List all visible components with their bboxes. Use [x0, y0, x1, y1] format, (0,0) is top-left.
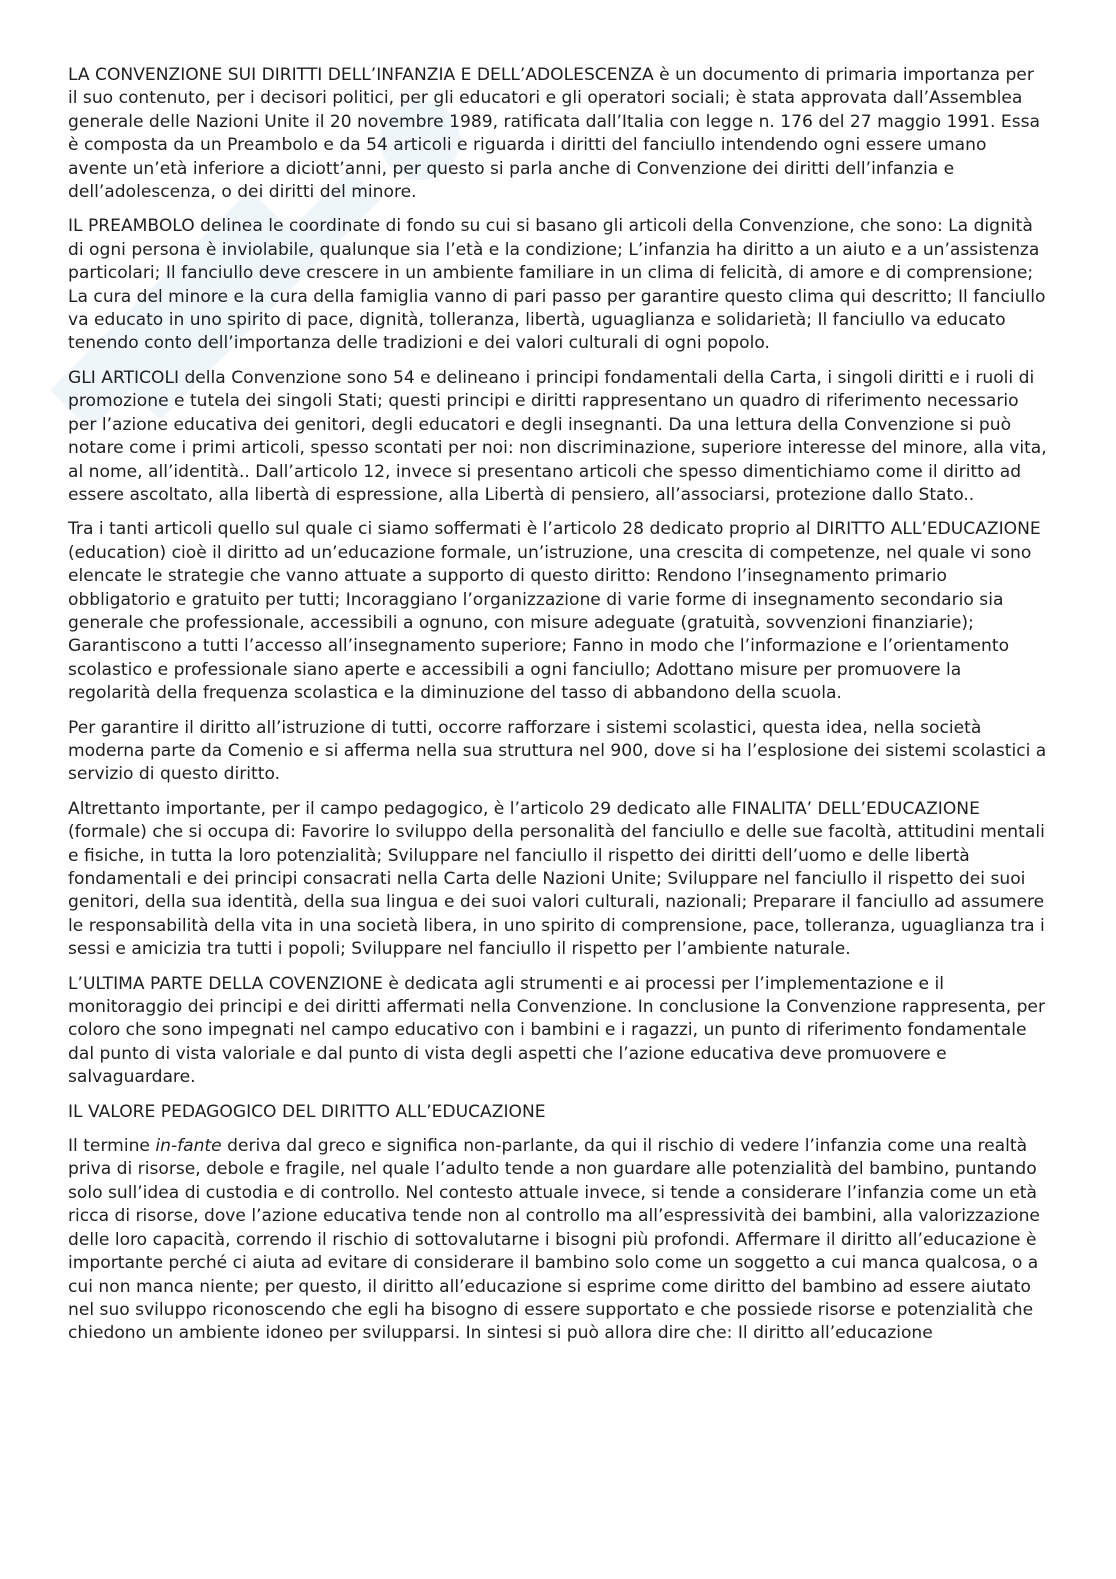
paragraph-preambolo: IL PREAMBOLO delinea le coordinate di fondo su cui si basano gli articoli della Convenzione, che sono: La dignità di ogni persona è inviolabile, qualunque sia l’età e la condizione; L’infanzia ha diritto a un aiuto e a un’assistenza particolari; Il fanciullo deve crescere in un ambiente familiare in un clima di felicità, di amore e di comprensione; La cura del minore e la cura della famiglia vanno di pari passo per garantire questo clima qui descritto; Il fanciullo va educato in uno spirito di pace, dignità, tolleranza, libertà, uguaglianza e solidarietà; Il fanciullo va educato tenendo conto dell’importanza delle tradizioni e dei valori culturali di ogni popolo. [68, 216, 1046, 354]
paragraph-convenzione: LA CONVENZIONE SUI DIRITTI DELL’INFANZIA E DELL’ADOLESCENZA è un documento di primaria importanza per il suo contenuto, per i decisori politici, per gli educatori e gli operatori sociali; è stata approvata dall’Assemblea generale delle Nazioni Unite il 20 novembre 1989, ratificata dall’Italia con legge n. 176 del 27 maggio 1991. Essa è composta da un Preambolo e da 54 articoli e riguarda i diritti del fanciullo intendendo ogni essere umano avente un’età inferiore a diciott’anni, per questo si parla anche di Convenzione dei diritti dell’infanzia e dell’adolescenza, o dei diritti del minore. [68, 65, 1041, 203]
in-fante-text: deriva dal greco e significa non-parlante, da qui il rischio di vedere l’infanzia come una realtà priva di risorse, debole e fragile, nel quale l’adulto tende a non guardare alle potenzialità del bambino, puntando solo sull’idea di custodia e di controllo. Nel contesto attuale invece, si tende a considerare l’infanzia come un età ricca di risorse, dove l’azione educativa tende non al controllo ma all’espressività dei bambini, alla valorizzazione delle loro capacità, correndo il rischio di sottovalutarne i bisogni più profondi. Affermare il diritto all’educazione è importante perché ci aiuta ad evitare di considerare il bambino solo come un soggetto a cui manca qualcosa, o a cui non manca niente; per questo, il diritto all’educazione si esprime come diritto del bambino ad essere aiutato nel suo sviluppo riconoscendo che egli ha bisogno di essere supportato e che possiede risorse e potenzialità che chiedono un ambiente idoneo per svilupparsi. In sintesi si può allora dire che: Il diritto all’educazione [68, 1136, 1040, 1344]
paragraph-istruzione: Per garantire il diritto all’istruzione di tutti, occorre rafforzare i sistemi scolastici, questa idea, nella società moderna parte da Comenio e si afferma nella sua struttura nel 900, dove si ha l’esplosione dei sistemi scolastici a servizio di questo diritto. [68, 717, 1047, 785]
paragraph-articolo-28: Tra i tanti articoli quello sul quale ci siamo soffermati è l’articolo 28 dedicato proprio al DIRITTO ALL’EDUCAZIONE (education) cioè il diritto ad un’educazione formale, un’istruzione, una crescita di competenze, nel quale vi sono elencate le strategie che vanno attuate a supporto di questo diritto: Rendono l’insegnamento primario obbligatorio e gratuito per tutti; Incoraggiano l’organizzazione di varie forme di insegnamento secondario sia generale che professionale, accessibili a ognuno, con misure adeguate (gratuità, sovvenzioni finanziarie); Garantiscono a tutti l’accesso all’insegnamento superiore; Fanno in modo che l’informazione e l’orientamento scolastico e professionale siano aperte e accessibili a ogni fanciullo; Adottano misure per promuovere la regolarità della frequenza scolastica e la diminuzione del tasso di abbandono della scuola. [68, 519, 1041, 704]
document-body [68, 64, 1048, 1357]
paragraph-articolo-29: Altrettanto importante, per il campo pedagogico, è l’articolo 29 dedicato alle FINALITA’ DELL’EDUCAZIONE (formale) che si occupa di: Favorire lo sviluppo della personalità del fanciullo e delle sue facoltà, attitudini mentali e fisiche, in tutta la loro potenzialità; Sviluppare nel fanciullo il rispetto dei diritti dell’uomo e delle libertà fondamentali e dei principi consacrati nella Carta delle Nazioni Unite; Sviluppare nel fanciullo il rispetto dei suoi genitori, della sua identità, della sua lingua e dei suoi valori culturali, nazionali; Preparare il fanciullo ad assumere le responsabilità della vita in una società libera, in uno spirito di comprensione, pace, tolleranza, uguaglianza tra i sessi e amicizia tra tutti i popoli; Sviluppare nel fanciullo il rispetto per l’ambiente naturale. [68, 798, 1045, 960]
paragraph-ultima-parte: L’ULTIMA PARTE DELLA COVENZIONE è dedicata agli strumenti e ai processi per l’implementazione e il monitoraggio dei principi e dei diritti affermati nella Convenzione. In conclusione la Convenzione rappresenta, per coloro che sono impegnati nel campo educativo con i bambini e i ragazzi, un punto di riferimento fondamentale dal punto di vista valoriale e dal punto di vista degli aspetti che l’azione educativa deve promuovere e salvaguardare. [68, 973, 1045, 1088]
in-fante-term: in-fante [155, 1136, 222, 1157]
in-fante-prefix: Il termine [68, 1136, 156, 1157]
paragraph-articoli: GLI ARTICOLI della Convenzione sono 54 e delineano i principi fondamentali della Carta, i singoli diritti e i ruoli di promozione e tutela dei singoli Stati; questi principi e diritti rappresentano un quadro di riferimento necessario per l’azione educativa dei genitori, degli educatori e degli insegnanti. Da una lettura della Convenzione si può notare come i primi articoli, spesso scontati per noi: non discriminazione, superiore interesse del minore, alla vita, al nome, all’identità.. Dall’articolo 12, invece si presentano articoli che spesso dimentichiamo come il diritto ad essere ascoltato, alla libertà di espressione, alla Libertà di pensiero, all’associarsi, protezione dallo Stato.. [68, 367, 1047, 505]
paragraph-in-fante [68, 1135, 1048, 1346]
section-heading: IL VALORE PEDAGOGICO DEL DIRITTO ALL’EDUCAZIONE [68, 1101, 546, 1122]
